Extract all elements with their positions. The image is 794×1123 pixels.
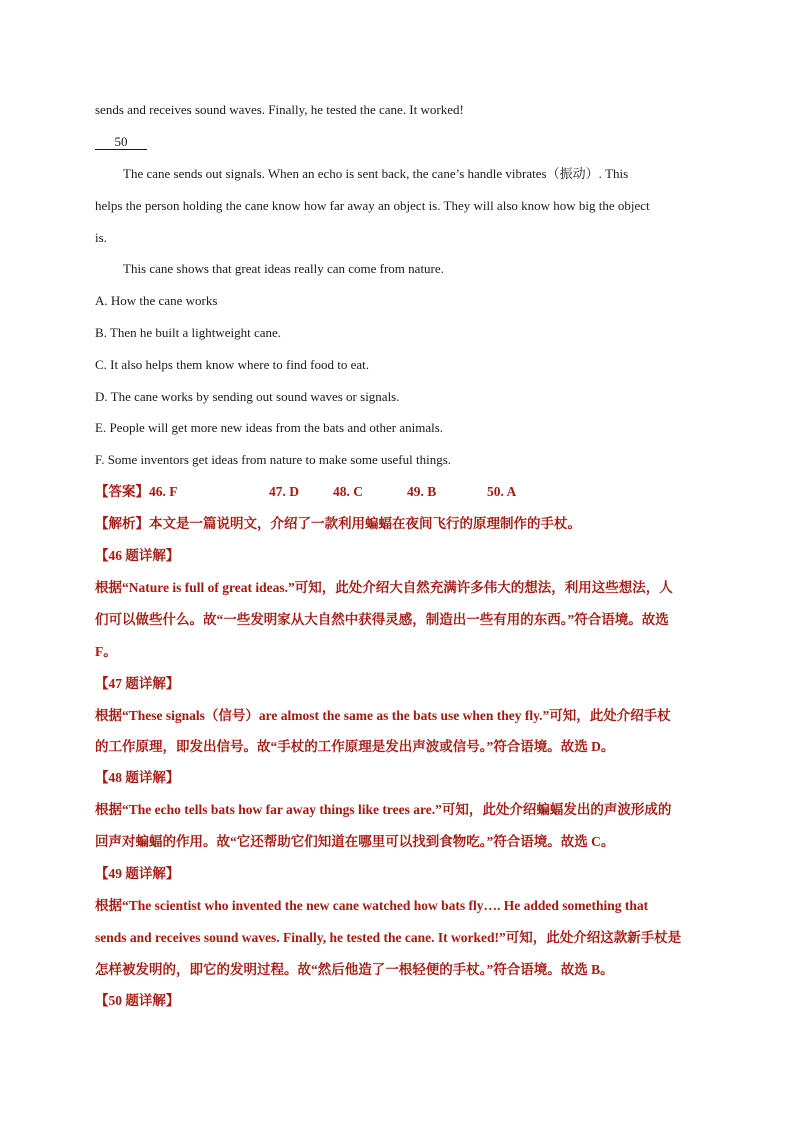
blank-50	[95, 134, 705, 150]
detail-48-line: 根据“The echo tells bats how far away things like trees are.”可知，此处介绍蝙蝠发出的声波形成的	[95, 802, 672, 817]
detail-48-header: 【48 题详解】	[95, 770, 180, 785]
detail-49-line: 根据“The scientist who invented the new cane watched how bats fly…. He added something that	[95, 898, 649, 913]
detail-46-line: F。	[95, 644, 117, 659]
option-c: C. It also helps them know where to find food to eat.	[95, 357, 370, 372]
passage-line: This cane shows that great ideas really can come from nature.	[123, 261, 444, 276]
passage-line: is.	[95, 230, 107, 245]
option-a: A. How the cane works	[95, 293, 218, 308]
detail-47-line: 根据“These signals（信号）are almost the same as the bats use when they fly.”可知，此处介绍手杖	[95, 708, 671, 723]
detail-49-header: 【49 题详解】	[95, 866, 180, 881]
detail-46-line: 们可以做些什么。故“一些发明家从大自然中获得灵感，制造出一些有用的东西。”符合语境。故选	[95, 612, 669, 627]
detail-46-header: 【46 题详解】	[95, 548, 180, 563]
answer-item: 46. F	[149, 484, 178, 499]
detail-46-line: 根据“Nature is full of great ideas.”可知，此处介绍大自然充满许多伟大的想法，利用这些想法，人	[95, 580, 673, 595]
analysis-label: 【解析】	[95, 516, 149, 531]
answer-line	[95, 484, 705, 500]
passage-line: sends and receives sound waves. Finally, he tested the cane. It worked!	[95, 102, 464, 117]
detail-47-header: 【47 题详解】	[95, 676, 180, 691]
option-d: D. The cane works by sending out sound waves or signals.	[95, 389, 400, 404]
answer-label: 【答案】	[95, 484, 149, 499]
answer-item: 50. A	[487, 484, 517, 499]
detail-48-line: 回声对蝙蝠的作用。故“它还帮助它们知道在哪里可以找到食物吃。”符合语境。故选 C。	[95, 834, 615, 849]
detail-49-line: 怎样被发明的，即它的发明过程。故“然后他造了一根轻便的手杖。”符合语境。故选 B。	[95, 962, 614, 977]
blank-number: 50	[95, 135, 147, 150]
option-f: F. Some inventors get ideas from nature to make some useful things.	[95, 452, 452, 467]
detail-47-line: 的工作原理，即发出信号。故“手杖的工作原理是发出声波或信号。”符合语境。故选 D。	[95, 739, 615, 754]
answer-item: 47. D	[269, 484, 299, 499]
passage-line: The cane sends out signals. When an echo is sent back, the cane’s handle vibrates（振动）. This	[123, 166, 629, 181]
answer-item: 49. B	[407, 484, 437, 499]
detail-49-line: sends and receives sound waves. Finally, he tested the cane. It worked!”可知，此处介绍这款新手杖是	[95, 930, 682, 945]
option-e: E. People will get more new ideas from the bats and other animals.	[95, 420, 444, 435]
answer-item: 48. C	[333, 484, 363, 499]
detail-50-header: 【50 题详解】	[95, 993, 180, 1008]
analysis-line	[95, 516, 705, 532]
option-b: B. Then he built a lightweight cane.	[95, 325, 282, 340]
passage-line: helps the person holding the cane know how far away an object is. They will also know how big the object	[95, 198, 650, 213]
analysis-text: 本文是一篇说明文，介绍了一款利用蝙蝠在夜间飞行的原理制作的手杖。	[149, 516, 581, 531]
